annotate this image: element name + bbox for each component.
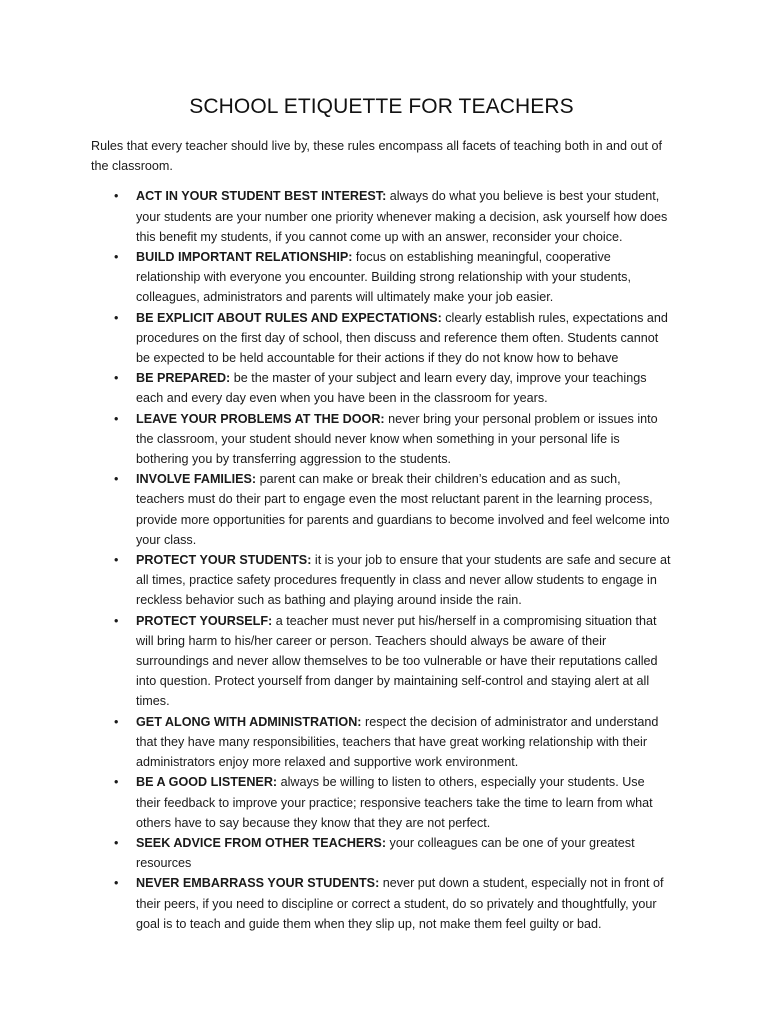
rule-text: it is your job to ensure that your students are safe and secure at all times, practice safety procedures frequently in class and never allow students to engage in reckless behavior such as bathing and playing around inside the rain. xyxy=(136,553,671,608)
rule-item xyxy=(91,772,672,833)
rule-item xyxy=(91,550,672,611)
intro-paragraph: Rules that every teacher should live by, these rules encompass all facets of teaching both in and out of the classroom. xyxy=(91,139,663,174)
bullet-icon: • xyxy=(114,613,119,628)
document-title: SCHOOL ETIQUETTE FOR TEACHERS xyxy=(189,95,574,118)
rule-text: be the master of your subject and learn every day, improve your teachings each and every day even when you have been in the classroom for years. xyxy=(136,371,647,406)
rule-term: SEEK ADVICE FROM OTHER TEACHERS: xyxy=(136,835,387,850)
rule-term: INVOLVE FAMILIES: xyxy=(136,472,257,487)
bullet-icon: • xyxy=(114,189,119,204)
rule-text: never put down a student, especially not in front of their peers, if you need to discipline or correct a student, do so privately and thoughtfully, your goal is to teach and guide them when they slip up, not make them feel guilty or bad. xyxy=(136,876,664,931)
rule-term: BE EXPLICIT ABOUT RULES AND EXPECTATIONS: xyxy=(136,310,442,325)
rule-term: BUILD IMPORTANT RELATIONSHIP: xyxy=(136,250,353,265)
rule-item xyxy=(91,186,672,247)
rule-text: never bring your personal problem or issues into the classroom, your student should never know when something in your personal life is bothering you by transferring aggression to the students. xyxy=(136,411,658,467)
rule-text: your colleagues can be one of your greatest resources xyxy=(136,835,635,871)
bullet-icon: • xyxy=(114,371,119,386)
bullet-icon: • xyxy=(114,714,119,729)
rule-text: focus on establishing meaningful, cooperative relationship with everyone you encounter. Building strong relationship with your students, colleagues, administrators and parents will ultimately make your job easier. xyxy=(136,250,631,305)
rule-item xyxy=(91,712,672,773)
rule-text: clearly establish rules, expectations and procedures on the first day of school, then discuss and reference them often. Students cannot be expected to be held accountable for their actions if they do not know how to behave xyxy=(136,310,668,366)
bullet-icon: • xyxy=(114,835,119,850)
bullet-icon: • xyxy=(114,553,119,568)
rule-item xyxy=(91,409,672,470)
bullet-icon: • xyxy=(114,411,119,426)
rule-term: NEVER EMBARRASS YOUR STUDENTS: xyxy=(136,876,380,891)
rule-item xyxy=(91,833,672,873)
bullet-icon: • xyxy=(114,472,119,487)
rule-text: always be willing to listen to others, especially your students. Use their feedback to improve your practice; responsive teachers take the time to learn from what others have to say because they know that they are not perfect. xyxy=(136,775,653,830)
rule-item xyxy=(91,368,672,408)
rule-term: ACT IN YOUR STUDENT BEST INTEREST: xyxy=(136,189,387,204)
rule-text: respect the decision of administrator and understand that they have many responsibilities, teachers that have great working relationship with their administrators enjoy more relaxed and supportive work environment. xyxy=(136,714,659,770)
rule-term: BE PREPARED: xyxy=(136,371,231,386)
rule-item xyxy=(91,247,672,308)
bullet-icon: • xyxy=(114,310,119,325)
rule-text: parent can make or break their children’s education and as such, teachers must do their part to engage even the most reluctant parent in the learning process, provide more opportunities for parents and guardians to become involved and feel welcome into your class. xyxy=(136,472,670,547)
bullet-icon: • xyxy=(114,876,119,891)
rule-item xyxy=(91,308,672,369)
etiquette-rule-list xyxy=(91,186,672,934)
rule-term: GET ALONG WITH ADMINISTRATION: xyxy=(136,714,362,729)
rule-term: PROTECT YOURSELF: xyxy=(136,613,273,628)
rule-item xyxy=(91,873,672,934)
rule-term: PROTECT YOUR STUDENTS: xyxy=(136,553,312,568)
bullet-icon: • xyxy=(114,250,119,265)
bullet-icon: • xyxy=(114,775,119,790)
rule-term: LEAVE YOUR PROBLEMS AT THE DOOR: xyxy=(136,411,385,426)
rule-item xyxy=(91,611,672,712)
rule-term: BE A GOOD LISTENER: xyxy=(136,775,278,790)
rule-item xyxy=(91,469,672,550)
rule-text: a teacher must never put his/herself in a compromising situation that will bring harm to his/her career or person. Teachers should always be aware of their surroundings and never allow themselves to be too vulnerable or have their reputations called into question. Protect yourself from danger by maintaining self-control and staying alert at all times. xyxy=(136,613,658,709)
rule-text: always do what you believe is best your student, your students are your number one priority whenever making a decision, ask yourself how does this benefit my students, if you cannot come up with an answer, reconsider your choice. xyxy=(136,189,668,244)
